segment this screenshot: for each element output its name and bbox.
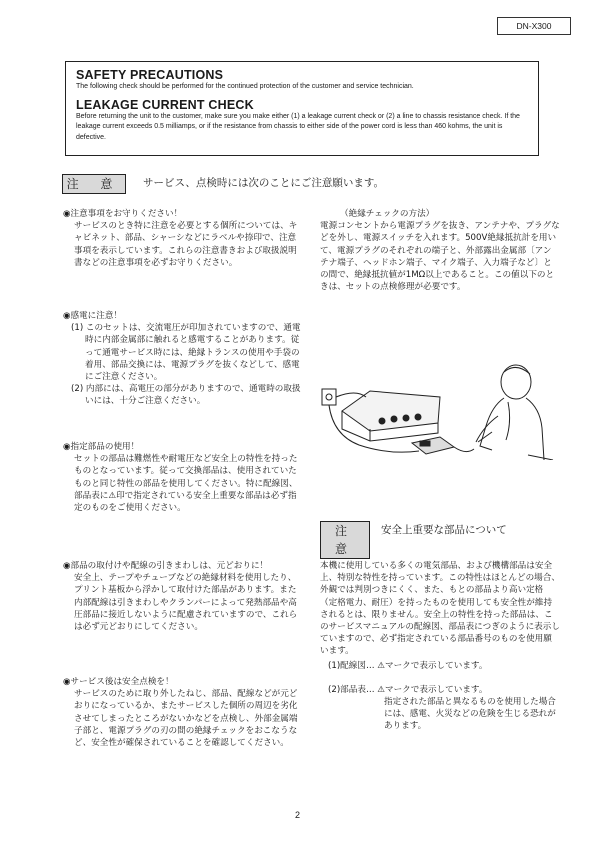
section-body-parts: セットの部品は難燃性や耐電圧など安全上の特性を持ったものとなっています。従って交換部品は、使用されていたものと同じ特性の部品を使用してください。特に配線図、部品表に⚠印で指定されている安全上重要な部品は必ず指定のものをご使用ください。 — [74, 454, 298, 514]
section-title-shock: ◉感電に注意！ — [63, 311, 123, 321]
important-item-1: (1)配線図… ⚠マークで表示しています。 — [328, 660, 488, 671]
caution-title-important: 安全上重要な部品について — [381, 524, 507, 536]
left-column — [63, 208, 303, 269]
left-column-shock — [63, 310, 303, 408]
left-column-parts — [63, 441, 303, 514]
section-title-precautions: ◉注意事項をお守りください！ — [63, 209, 183, 219]
shock-item-2: (2) 内部には、高電圧の部分がありますので、通電時の取扱いには、十分ご注意ください。 — [71, 384, 301, 407]
section-body-wiring: 安全上、テープやチューブなどの絶縁材料を使用したり、プリント基板から浮かして取付けた部品があります。また内部配線は引きまわしやクランパーによって発熱部品や高圧部品に接近しないように配慮されていますので、これらは必ず元どおりにしてください。 — [74, 573, 298, 633]
section-body-inspection: サービスのために取り外したねじ、部品、配線などが元どおりになっているか、またサービスした個所の周辺を劣化させてしまったところがないかなどを点検し、外部金属端子部と、電源プラグの刃の間の絶縁チェックをおこなうなど、安全性が確保されていることを確認してください。 — [74, 689, 298, 749]
right-column-insulation — [320, 208, 560, 293]
technician-illustration — [468, 360, 558, 460]
right-column-important — [320, 560, 560, 733]
section-title-parts: ◉指定部品の使用！ — [63, 442, 140, 452]
leakage-text: Before returning the unit to the customer, make sure you make either (1) a leakage current check or (2) a line to chassis resistance check. If the leakage current exceeds 0.5 milliamps, or if the resistance from chassis to either side of the power cord is less than 460 kohms, the unit is defective. — [76, 112, 520, 141]
leakage-title: LEAKAGE CURRENT CHECK — [76, 97, 254, 112]
equipment-illustration — [320, 385, 480, 470]
left-column-wiring — [63, 560, 303, 633]
model-number: DN-X300 — [497, 17, 571, 35]
safety-precautions-box — [65, 61, 539, 156]
important-body: 本機に使用している多くの電気部品、および機構部品は安全上、特別な特性を持っています。この特性はほとんどの場合、外観では判別つきにくく、また、もとの部品より高い定格（定格電力、耐圧）を持ったものを使用しても安全性が維持されるとは、限りません。安全上の特性を持った部品は、このサービスマニュアルの配線図、部品表につぎのように表示していますので、必ず指定されている部品番号のものを使用願います。 — [320, 561, 560, 657]
safety-title: SAFETY PRECAUTIONS — [76, 68, 224, 82]
caution-label: 注 意 — [62, 174, 126, 194]
insulation-title: （絶縁チェックの方法） — [340, 209, 435, 219]
section-body-precautions: サービスのとき特に注意を必要とする個所については、キャビネット、部品、シャーシなどにラベルや捺印で、注意事項を表示しています。これらの注意書きおよび取扱説明書などの注意事項を必ずお守りください。 — [74, 221, 298, 268]
section-title-inspection: ◉サービス後は安全点検を！ — [63, 677, 174, 687]
safety-text: The following check should be performed for the continued protection of the customer and service technician. — [76, 83, 414, 90]
caution-title: サービス、点検時には次のことにご注意願います。 — [143, 177, 384, 189]
section-title-wiring: ◉部品の取付けや配線の引きまわしは、元どおりに！ — [63, 561, 269, 571]
insulation-body: 電源コンセントから電源プラグを抜き、アンテナや、プラグなどを外し、電源スイッチを入れます。500V絶縁抵抗計を用いて、電源プラグのそれぞれの端子と、外部露出金属部〔アンテナ端子、ヘッドホン端子、マイク端子、入力端子など〕との間で、絶縁抵抗値が1MΩ以上であること。この値以下のときは、セットの点検修理が必要です。 — [320, 221, 560, 293]
caution-label-important: 注 意 — [320, 521, 370, 559]
important-item-2-cont: 指定された部品と異なるものを使用した場合には、感電、火災などの危険を生じる恐れがあります。 — [384, 697, 556, 732]
left-column-inspection — [63, 676, 303, 749]
shock-item-1: (1) このセットは、交流電圧が印加されていますので、通電時に内部金属部に触れると感電することがあります。従って通電サービス時には、絶縁トランスの使用や手袋の着用、部品交換には、電源プラグを抜くなどして、感電にご注意ください。 — [71, 323, 301, 383]
page-number: 2 — [294, 810, 300, 820]
important-item-2: (2)部品表… ⚠マークで表示しています。 — [328, 684, 488, 695]
